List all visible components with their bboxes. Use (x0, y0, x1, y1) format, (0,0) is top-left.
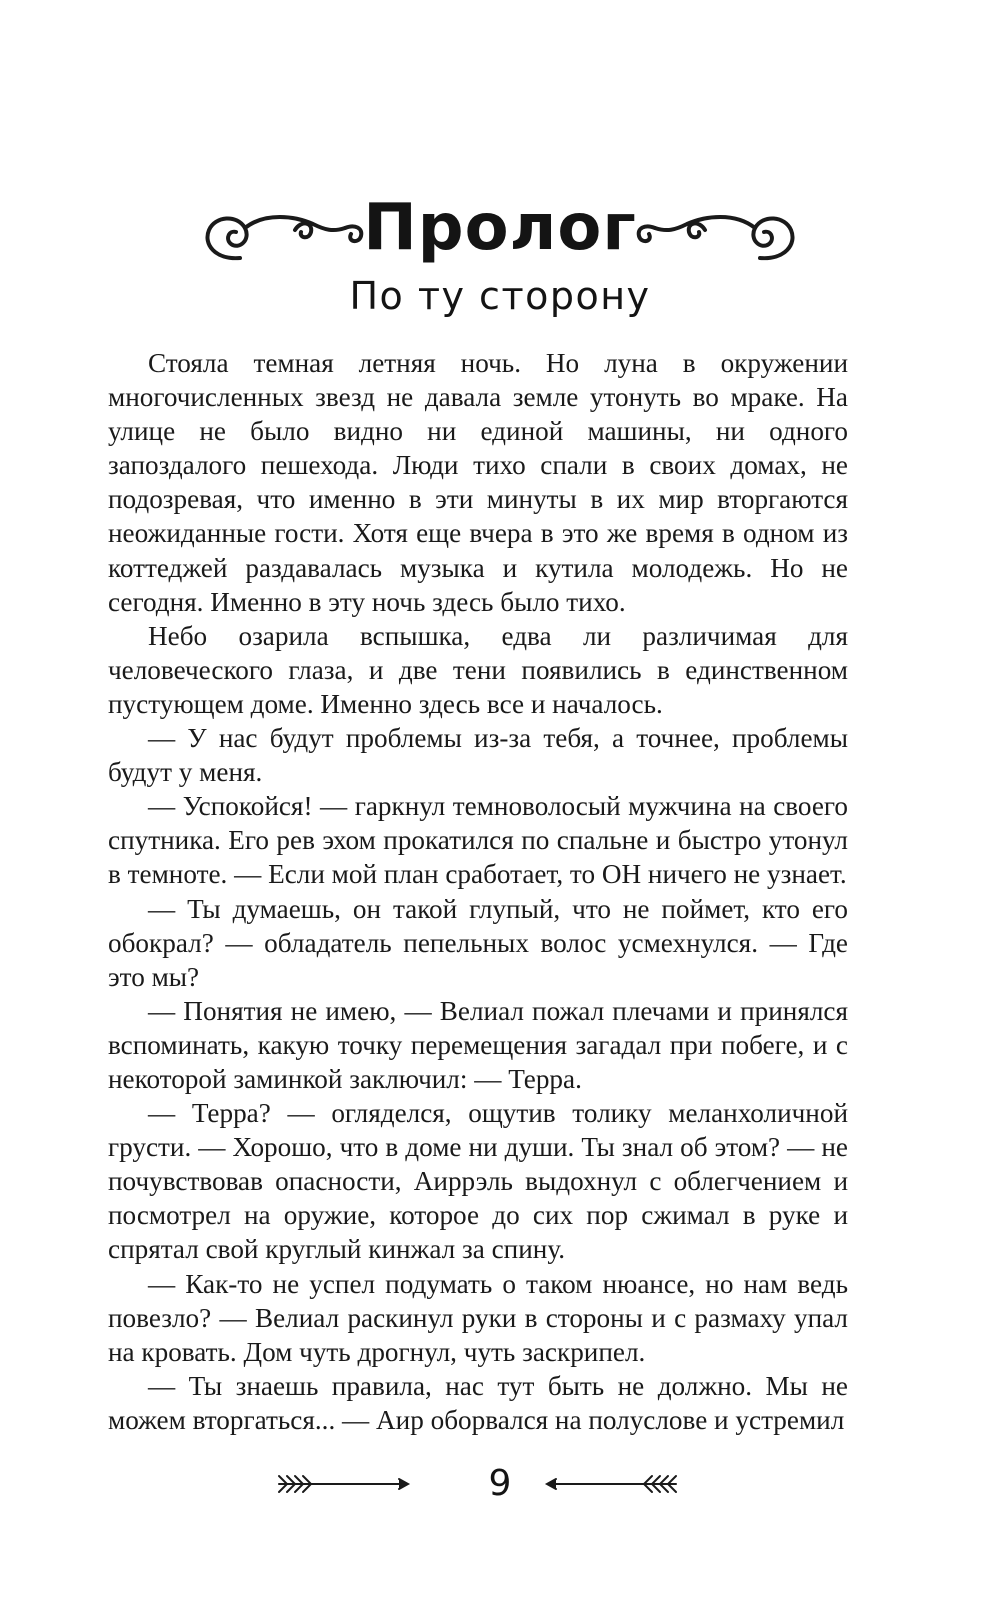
paragraph-4: — Успокойся! — гаркнул темноволосый мужчина на своего спутника. Его рев эхом прокатился по спальне и быстро утонул в темноте. — Если мой план сработает, то ОН ничего не узнает. (108, 791, 848, 890)
paragraph-5: — Ты думаешь, он такой глупый, что не поймет, кто его обокрал? — обладатель пепельных волос усмехнулся. — Где это мы? (108, 893, 848, 992)
paragraph-9: — Ты знаешь правила, нас тут быть не должно. Мы не можем вторгаться... — Аир оборвался на полуслове и устремил (108, 1370, 848, 1435)
chapter-title: Пролог (363, 191, 637, 265)
paragraph-2: Небо озарила вспышка, едва ли различимая для человеческого глаза, и две тени появились в единственном пустующем доме. Именно здесь все и началось. (108, 620, 848, 719)
right-flourish-icon (630, 200, 805, 270)
page-number: 9 (488, 1463, 512, 1504)
body-text (108, 346, 848, 1437)
page-footer (0, 1456, 1000, 1516)
paragraph-7: — Терра? — огляделся, ощутив толику меланхоличной грусти. — Хорошо, что в доме ни души. Ты знал об этом? — не почувствовав опасности, Аиррэль выдохнул с облегчением и посмотрел на оружие, которое до сих пор сжимал в руке и спрятал свой круглый кинжал за спину. (108, 1098, 848, 1265)
chapter-heading (0, 190, 1000, 280)
paragraph-1: Стояла темная летняя ночь. Но луна в окружении многочисленных звезд не давала земле утонуть во мраке. На улице не было видно ни единой машины, ни одного запоздалого пешехода. Люди тихо спали в своих домах, не подозревая, что именно в эти минуты в их мир вторгаются неожиданные гости. Хотя еще вчера в это же время в одном из коттеджей раздавалась музыка и кутила молодежь. Но не сегодня. Именно в эту ночь здесь было тихо. (108, 348, 848, 617)
paragraph-6: — Понятия не имею, — Велиал пожал плечами и принялся вспоминать, какую точку перемещения загадал при побеге, и с некоторой заминкой заключил: — Терра. (108, 995, 848, 1094)
paragraph-8: — Как-то не успел подумать о таком нюансе, но нам ведь повезло? — Велиал раскинул руки в стороны и с размаху упал на кровать. Дом чуть дрогнул, чуть заскрипел. (108, 1268, 848, 1367)
left-arrow-icon (540, 1468, 680, 1500)
chapter-subtitle: По ту сторону (349, 274, 651, 318)
paragraph-3: — У нас будут проблемы из-за тебя, а точнее, проблемы будут у меня. (108, 723, 848, 788)
